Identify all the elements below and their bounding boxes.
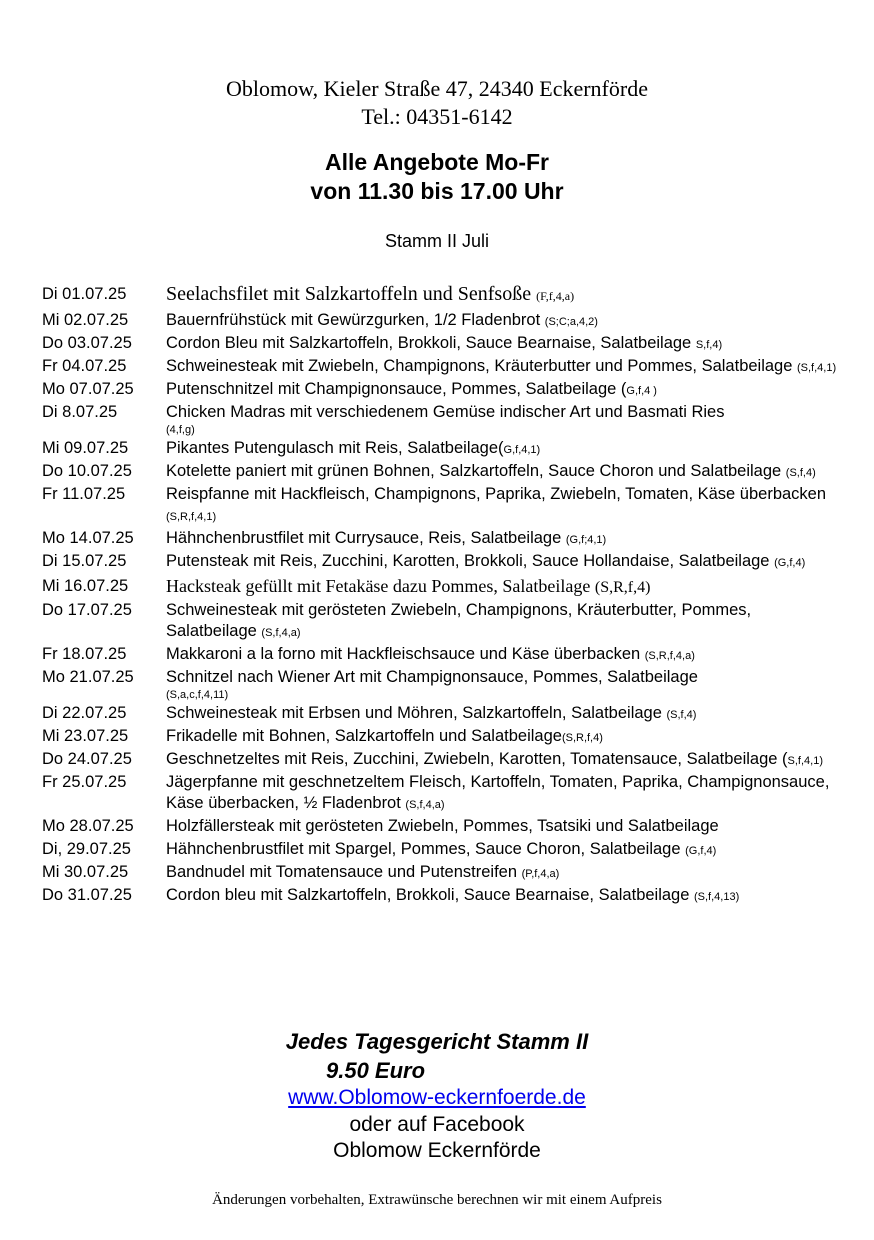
menu-date: Do 03.07.25 xyxy=(42,334,132,352)
allergen-codes: (P,f,4,a) xyxy=(521,868,560,880)
dish-text: Putensteak mit Reis, Zucchini, Karotten, Brokkoli, Sauce Hollandaise, Salatbeilage xyxy=(166,552,775,570)
menu-row xyxy=(42,749,842,772)
menu-dish xyxy=(166,772,842,816)
menu-dish xyxy=(166,839,842,862)
menu-date: Do 24.07.25 xyxy=(42,750,132,768)
menu-date: Mo 14.07.25 xyxy=(42,529,134,547)
menu-dish xyxy=(166,310,842,333)
allergen-codes: (G,f,4) xyxy=(774,557,806,569)
dish-text: Makkaroni a la forno mit Hackfleischsauce und Käse überbacken xyxy=(166,645,645,663)
menu-date: Di, 29.07.25 xyxy=(42,840,131,858)
menu-row xyxy=(42,667,842,703)
menu-row xyxy=(42,862,842,885)
menu-dish xyxy=(166,749,842,772)
menu-dish xyxy=(166,667,842,703)
menu-row xyxy=(42,280,842,310)
menu-row xyxy=(42,885,842,908)
menu-date: Fr 25.07.25 xyxy=(42,773,127,791)
allergen-codes: G,f,4,1) xyxy=(503,444,541,456)
menu-dish xyxy=(166,484,842,528)
menu-dish xyxy=(166,726,842,749)
menu-date: Fr 11.07.25 xyxy=(42,485,126,503)
menu-date: Mi 16.07.25 xyxy=(42,577,129,595)
allergen-codes: G,f,4 ) xyxy=(626,385,657,397)
menu-dish xyxy=(166,644,842,667)
menu-date: Fr 18.07.25 xyxy=(42,645,127,663)
menu-dish xyxy=(166,574,842,600)
menu-subtitle: Stamm II Juli xyxy=(384,231,490,251)
menu-row xyxy=(42,356,842,379)
menu-dish xyxy=(166,885,842,908)
menu-date: Do 17.07.25 xyxy=(42,601,132,619)
dish-text: Schweinesteak mit Erbsen und Möhren, Salzkartoffeln, Salatbeilage xyxy=(166,704,667,722)
menu-date: Do 31.07.25 xyxy=(42,886,132,904)
menu-date: Mi 02.07.25 xyxy=(42,311,129,329)
menu-dish xyxy=(166,816,842,839)
dish-text: Reispfanne mit Hackfleisch, Champignons, Paprika, Zwiebeln, Tomaten, Käse überbacken xyxy=(166,485,827,503)
dish-text: Chicken Madras mit verschiedenem Gemüse indischer Art und Basmati Ries xyxy=(166,403,725,421)
dish-text: Holzfällersteak mit gerösteten Zwiebeln, Pommes, Tsatsiki und Salatbeilage xyxy=(166,817,719,835)
dish-text: Schweinesteak mit gerösteten Zwiebeln, Champignons, Kräuterbutter, Pommes, Salatbeilage xyxy=(166,601,752,640)
facebook-page-name: Oblomow Eckernförde xyxy=(333,1139,541,1162)
allergen-codes: (S,f,4,1) xyxy=(797,362,837,374)
menu-row xyxy=(42,551,842,574)
dish-text: Jägerpfanne mit geschnetzeltem Fleisch, Kartoffeln, Tomaten, Paprika, Champignonsauce, Käse überbacken, ½ Fladenbrot xyxy=(166,773,830,812)
allergen-codes: (S;C;a,4,2) xyxy=(544,316,598,328)
offer-days-heading: Alle Angebote Mo-Fr xyxy=(324,149,550,175)
menu-date: Mo 28.07.25 xyxy=(42,817,134,835)
price-value: 9.50 Euro xyxy=(326,1058,426,1083)
dish-text: Pikantes Putengulasch mit Reis, Salatbeilage( xyxy=(166,439,504,457)
menu-dish xyxy=(166,356,842,379)
allergen-codes: (S,R,f,4,1) xyxy=(166,511,217,523)
menu-row xyxy=(42,726,842,749)
menu-date: Fr 04.07.25 xyxy=(42,357,127,375)
price-title: Jedes Tagesgericht Stamm II xyxy=(285,1029,589,1054)
dish-text: Schweinesteak mit Zwiebeln, Champignons, Kräuterbutter und Pommes, Salatbeilage xyxy=(166,357,797,375)
menu-row xyxy=(42,438,842,461)
dish-text: Hähnchenbrustfilet mit Spargel, Pommes, Sauce Choron, Salatbeilage xyxy=(166,840,686,858)
menu-date: Mi 09.07.25 xyxy=(42,439,129,457)
dish-text: Kotelette paniert mit grünen Bohnen, Salzkartoffeln, Sauce Choron und Salatbeilage xyxy=(166,462,786,480)
dish-text: Geschnetzeltes mit Reis, Zucchini, Zwiebeln, Karotten, Tomatensauce, Salatbeilage ( xyxy=(166,750,788,768)
dish-text: Frikadelle mit Bohnen, Salzkartoffeln und Salatbeilage xyxy=(166,727,562,745)
menu-date: Di 01.07.25 xyxy=(42,285,127,303)
menu-date: Di 8.07.25 xyxy=(42,403,118,421)
menu-dish xyxy=(166,438,842,461)
menu-row xyxy=(42,310,842,333)
allergen-codes: (S,f,4) xyxy=(785,467,816,479)
menu-row xyxy=(42,333,842,356)
menu-row xyxy=(42,772,842,816)
disclaimer-text: Änderungen vorbehalten, Extrawünsche berechnen wir mit einem Aufpreis xyxy=(212,1192,662,1208)
menu-row xyxy=(42,461,842,484)
menu-date: Di 15.07.25 xyxy=(42,552,127,570)
menu-row xyxy=(42,703,842,726)
website-link[interactable]: www.Oblomow-eckernfoerde.de xyxy=(288,1086,586,1109)
dish-text: Cordon Bleu mit Salzkartoffeln, Brokkoli, Sauce Bearnaise, Salatbeilage xyxy=(166,334,696,352)
dish-text: Hacksteak gefüllt mit Fetakäse dazu Pommes, Salatbeilage xyxy=(166,576,595,596)
menu-dish xyxy=(166,703,842,726)
allergen-codes: (S,R,f,4,a) xyxy=(644,650,695,662)
allergen-codes: (S,f,4,a) xyxy=(405,799,445,811)
allergen-codes: (S,f,4,13) xyxy=(694,891,740,903)
restaurant-phone: Tel.: 04351-6142 xyxy=(361,104,513,129)
menu-dish xyxy=(166,333,842,356)
allergen-codes: (4,f,g) xyxy=(166,424,195,436)
menu-row xyxy=(42,574,842,600)
menu-row xyxy=(42,816,842,839)
facebook-text: oder auf Facebook xyxy=(349,1113,525,1136)
menu-row xyxy=(42,379,842,402)
menu-dish xyxy=(166,600,842,644)
menu-date: Mo 07.07.25 xyxy=(42,380,134,398)
dish-text: Hähnchenbrustfilet mit Currysauce, Reis, Salatbeilage xyxy=(166,529,566,547)
menu-row xyxy=(42,484,842,528)
menu-row xyxy=(42,839,842,862)
dish-text: Cordon bleu mit Salzkartoffeln, Brokkoli, Sauce Bearnaise, Salatbeilage xyxy=(166,886,694,904)
menu-row xyxy=(42,600,842,644)
menu-dish xyxy=(166,528,842,551)
menu-date: Mo 21.07.25 xyxy=(42,668,134,686)
allergen-codes: (F,f,4,a) xyxy=(536,289,575,303)
menu-date: Do 10.07.25 xyxy=(42,462,132,480)
menu-dish xyxy=(166,280,842,310)
allergen-codes: (G,f,4) xyxy=(685,845,717,857)
allergen-codes: (S,a,c,f,4,11) xyxy=(166,689,229,701)
dish-text: Seelachsfilet mit Salzkartoffeln und Senfsoße xyxy=(166,283,537,305)
menu-row xyxy=(42,528,842,551)
menu-row xyxy=(42,402,842,438)
menu-dish xyxy=(166,379,842,402)
offer-hours-heading: von 11.30 bis 17.00 Uhr xyxy=(310,178,564,204)
menu-dish xyxy=(166,461,842,484)
menu-dish xyxy=(166,862,842,885)
menu-date: Mi 23.07.25 xyxy=(42,727,129,745)
menu-row xyxy=(42,644,842,667)
allergen-codes: (S,R,f,4) xyxy=(561,732,603,744)
dish-text: Putenschnitzel mit Champignonsauce, Pommes, Salatbeilage ( xyxy=(166,380,627,398)
menu-list xyxy=(42,280,842,908)
menu-dish xyxy=(166,402,842,438)
allergen-codes: (S,R,f,4) xyxy=(594,579,651,596)
dish-text: Bauernfrühstück mit Gewürzgurken, 1/2 Fladenbrot xyxy=(166,311,545,329)
allergen-codes: (S,f,4,a) xyxy=(261,627,301,639)
allergen-codes: (S,f,4) xyxy=(666,709,697,721)
menu-dish xyxy=(166,551,842,574)
dish-text: Schnitzel nach Wiener Art mit Champignonsauce, Pommes, Salatbeilage xyxy=(166,668,698,686)
allergen-codes: (G,f;4,1) xyxy=(565,534,607,546)
menu-date: Mi 30.07.25 xyxy=(42,863,129,881)
restaurant-address: Oblomow, Kieler Straße 47, 24340 Eckernförde xyxy=(226,76,648,101)
dish-text: Bandnudel mit Tomatensauce und Putenstreifen xyxy=(166,863,522,881)
menu-date: Di 22.07.25 xyxy=(42,704,127,722)
allergen-codes: S,f,4) xyxy=(695,339,723,351)
allergen-codes: S,f,4,1) xyxy=(787,755,823,767)
